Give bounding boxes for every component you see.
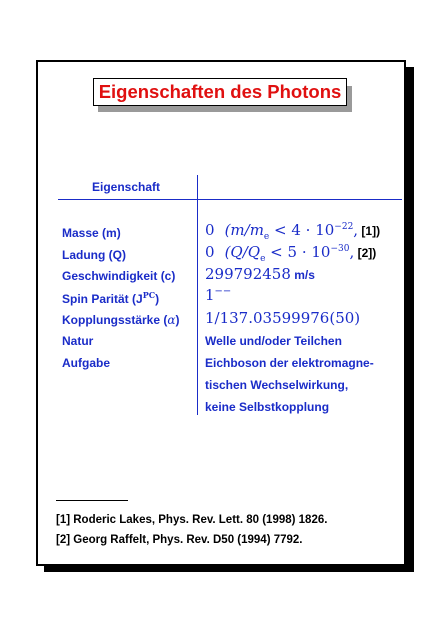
slide-title: Eigenschaften des Photons: [93, 78, 347, 106]
row-label-geschwindigkeit: Geschwindigkeit (c): [62, 269, 176, 283]
table-vertical-rule: [197, 175, 198, 415]
row-label-masse: Masse (m): [62, 226, 121, 240]
row-value-aufgabe-line-3: keine Selbstkopplung: [205, 400, 330, 414]
row-label-natur: Natur: [62, 334, 94, 348]
row-value-spin-paritaet: 1−−: [205, 286, 232, 304]
footnote-rule: [56, 500, 128, 501]
column-header-eigenschaft: Eigenschaft: [92, 180, 161, 194]
row-value-aufgabe-line-2: tischen Wechselwirkung,: [205, 378, 349, 392]
table-header-rule: [58, 199, 402, 200]
row-value-ladung: 0 ($Q/Q_e < 5 \cdot 10^{-30}$, [2]): [205, 243, 377, 264]
row-label-spin-paritaet: Spin Parität $(J^{PC})$: [62, 290, 160, 306]
row-value-kopplungsstaerke: 1/137.03599976(50): [205, 309, 361, 327]
row-label-kopplungsstaerke: Kopplungsstärke (α): [62, 313, 180, 327]
footnote-1: [1] Roderic Lakes, Phys. Rev. Lett. 80 (1998) 1826.: [56, 514, 328, 526]
row-label-ladung: Ladung (Q): [62, 248, 126, 262]
row-value-natur: Welle und/oder Teilchen: [205, 334, 342, 348]
row-value-geschwindigkeit: 299792458 m/s: [205, 265, 315, 283]
row-value-masse: 0 ($m/m_e < 4 \cdot 10^{-22}$, [1]): [205, 221, 381, 242]
footnote-2: [2] Georg Raffelt, Phys. Rev. D50 (1994) 7792.: [56, 534, 303, 546]
row-value-aufgabe-line-1: Eichboson der elektromagne-: [205, 356, 374, 370]
row-label-aufgabe: Aufgabe: [62, 356, 110, 370]
